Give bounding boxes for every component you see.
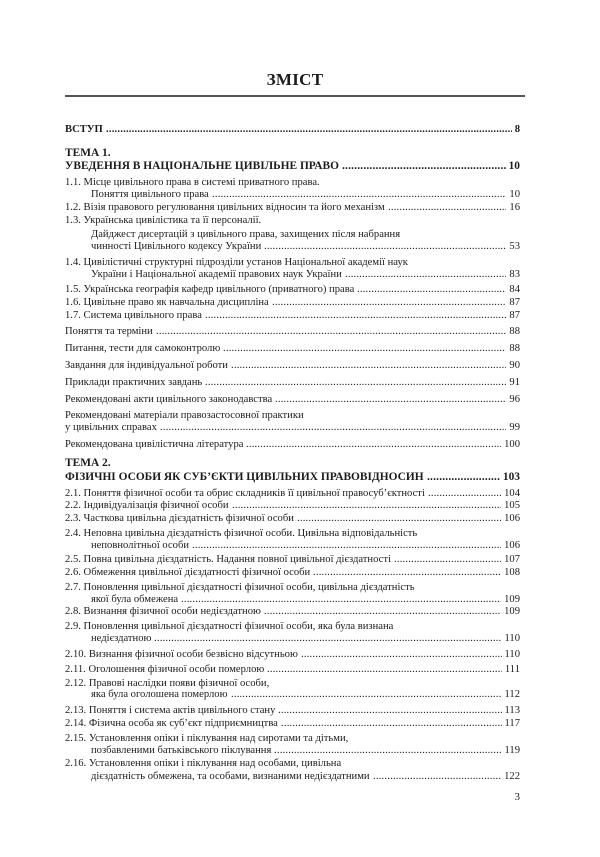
toc-entry-page: 104 (504, 488, 520, 499)
toc-entry-title: неповнолітньої особи (91, 540, 190, 551)
toc-entry (0, 342, 600, 356)
dot-leader (313, 566, 501, 580)
dot-leader (301, 648, 502, 662)
toc-entry-title: ФІЗИЧНІ ОСОБИ ЯК СУБ’ЄКТИ ЦИВІЛЬНИХ ПРАВОВІДНОСИН (65, 471, 424, 483)
toc-entry (0, 438, 600, 452)
toc-entry (0, 539, 600, 553)
toc-entry-title: ТЕМА 1. (65, 147, 111, 159)
toc-entry-title: 2.6. Обмеження цивільної дієздатності фізичної особи (65, 567, 311, 578)
toc-entry-page: 109 (504, 606, 520, 617)
toc-entry (0, 201, 600, 215)
toc-entry (0, 309, 600, 323)
toc-entry-title: позбавленими батьківського піклування (91, 745, 272, 756)
toc-entry-title: 1.7. Система цивільного права (65, 310, 202, 321)
toc-entry (0, 240, 600, 254)
toc-entry (0, 632, 600, 646)
toc-entry-page: 103 (502, 471, 520, 483)
dot-leader (156, 325, 506, 339)
toc-entry-page: 122 (504, 771, 520, 782)
toc-heading (0, 146, 600, 160)
toc-entry-title: України і Національної академії правових наук України (91, 269, 342, 280)
toc-entry-title: 2.4. Неповна цивільна дієздатність фізичної особи. Цивільна відповідальність (65, 528, 418, 539)
toc-entry (0, 268, 600, 282)
toc-entry-page: 83 (509, 269, 520, 280)
dot-leader (231, 688, 502, 702)
toc-entry-title: Приклади практичних завдань (65, 377, 203, 388)
toc-entry-page: 107 (504, 554, 520, 565)
dot-leader (106, 123, 512, 137)
toc-entry-title: 1.5. Українська географія кафедр цивільного (приватного) права (65, 284, 355, 295)
dot-leader (274, 744, 502, 758)
toc-entry-page: 117 (504, 718, 520, 729)
toc-entry-title: 2.7. Поновлення цивільної дієздатності фізичної особи, цивільна дієздатність (65, 582, 415, 593)
toc-entry (0, 376, 600, 390)
title-divider (65, 95, 525, 97)
dot-leader (357, 283, 506, 297)
toc-entry-page: 84 (509, 284, 520, 295)
toc-entry-page: 110 (504, 649, 520, 660)
toc-entry-title: недієздатною (91, 633, 152, 644)
toc-entry-page: 105 (504, 500, 520, 511)
dot-leader (212, 188, 506, 202)
toc-entry-title: 2.10. Визнання фізичної особи безвісно відсутньою (65, 649, 298, 660)
dot-leader (246, 438, 501, 452)
dot-leader (264, 240, 506, 254)
toc-entry-title: 2.14. Фізична особа як суб’єкт підприємництва (65, 718, 278, 729)
toc-entry-title: Поняття та терміни (65, 326, 153, 337)
toc-entry-title: 2.15. Установлення опіки і піклування над сиротами та дітьми, (65, 733, 349, 744)
toc-entry (0, 605, 600, 619)
toc-entry-title: 1.6. Цивільне право як навчальна дисципліна (65, 297, 269, 308)
dot-leader (264, 605, 501, 619)
toc-entry (0, 296, 600, 310)
dot-leader (342, 159, 506, 173)
toc-entry (0, 688, 600, 702)
toc-entry-title: 2.3. Часткова цивільна дієздатність фізичної особи (65, 513, 294, 524)
dot-leader (373, 770, 501, 784)
toc-entry-page: 88 (509, 326, 520, 337)
toc-entry-title: Рекомендована цивілістична література (65, 439, 244, 450)
toc-entry-title: 1.4. Цивілістичні структурні підрозділи установ Національної академії наук (65, 257, 408, 268)
toc-entry-title: дієздатність обмежена, та особами, визнаними недієздатними (91, 771, 370, 782)
dot-leader (231, 359, 506, 373)
toc-entry-page: 88 (509, 343, 520, 354)
toc-entry-title: УВЕДЕННЯ В НАЦІОНАЛЬНЕ ЦИВІЛЬНЕ ПРАВО (65, 160, 339, 172)
toc-entry (0, 214, 600, 228)
toc-entry-title: 2.12. Правові наслідки появи фізичної особи, (65, 678, 270, 689)
toc-entry-title: 2.13. Поняття і система актів цивільного стану (65, 705, 276, 716)
toc-entry (0, 704, 600, 718)
toc-entry-title: якої була обмежена (91, 594, 179, 605)
toc-entry (0, 325, 600, 339)
toc-entry (0, 188, 600, 202)
toc-entry-page: 111 (504, 664, 520, 675)
dot-leader (297, 512, 501, 526)
dot-leader (272, 296, 506, 310)
toc-heading (0, 159, 600, 173)
toc-entry-page: 108 (504, 567, 520, 578)
toc-entry-page: 90 (509, 360, 520, 371)
dot-leader (275, 393, 506, 407)
dot-leader (427, 470, 500, 484)
toc-heading (0, 470, 600, 484)
toc-entry (0, 757, 600, 771)
toc-entry-page: 8 (514, 124, 520, 135)
toc-entry-page: 113 (504, 705, 520, 716)
toc-entry (0, 648, 600, 662)
toc-entry (0, 770, 600, 784)
dot-leader (205, 376, 506, 390)
toc-entry-title: 2.2. Індивідуалізація фізичної особи (65, 500, 229, 511)
toc-entry-title: 1.2. Візія правового регулювання цивільних відносин та його механізм (65, 202, 385, 213)
dot-leader (232, 499, 501, 513)
toc-entry-page: 91 (509, 377, 520, 388)
toc-entry-title: 1.3. Українська цивілістика та її персоналії. (65, 215, 262, 226)
toc-entry (0, 499, 600, 513)
toc-entry-title: Питання, тести для самоконтролю (65, 343, 221, 354)
dot-leader (388, 201, 506, 215)
toc-entry-title: чинності Цивільного кодексу України (91, 241, 262, 252)
dot-leader (267, 663, 502, 677)
toc-entry-title: Рекомендовані акти цивільного законодавства (65, 394, 273, 405)
dot-leader (345, 268, 506, 282)
toc-entry-page: 119 (504, 745, 520, 756)
dot-leader (192, 539, 501, 553)
toc-entry-title: Рекомендовані матеріали правозастосовної практики (65, 410, 304, 421)
toc-entry-title: Дайджест дисертацій з цивільного права, захищених після набрання (91, 229, 401, 240)
toc-entry (0, 421, 600, 435)
toc-entry-title: 2.1. Поняття фізичної особи та обрис складників її цивільної правосуб’єктності (65, 488, 425, 499)
toc-entry-title: Поняття цивільного права (91, 189, 209, 200)
toc-entry (0, 663, 600, 677)
toc-entry-page: 16 (509, 202, 520, 213)
toc-entry (0, 283, 600, 297)
dot-leader (281, 717, 502, 731)
dot-leader (154, 632, 502, 646)
toc-entry (0, 566, 600, 580)
dot-leader (394, 553, 501, 567)
toc-entry (0, 744, 600, 758)
toc-entry-page: 100 (504, 439, 520, 450)
toc-entry-page: 96 (509, 394, 520, 405)
toc-entry-title: Завдання для індивідуальної роботи (65, 360, 228, 371)
page-number: 3 (514, 791, 520, 803)
toc-entry (0, 512, 600, 526)
toc-entry (0, 123, 600, 137)
toc-entry-title: у цивільних справах (65, 422, 157, 433)
toc-entry-title: яка була оголошена померлою (91, 689, 228, 700)
toc-entry (0, 553, 600, 567)
dot-leader (160, 421, 506, 435)
toc-entry-page: 10 (508, 160, 520, 172)
toc-entry-page: 10 (509, 189, 520, 200)
toc-entry-page: 106 (504, 513, 520, 524)
toc-entry (0, 393, 600, 407)
toc-entry-title: ВСТУП (65, 124, 103, 135)
toc-entry (0, 359, 600, 373)
toc-entry-page: 87 (509, 310, 520, 321)
toc-entry-title: 2.11. Оголошення фізичної особи померлою (65, 664, 265, 675)
toc-entry-page: 109 (504, 594, 520, 605)
dot-leader (205, 309, 506, 323)
toc-entry-title: 2.8. Визнання фізичної особи недієздатною (65, 606, 261, 617)
toc-entry-title: 2.16. Установлення опіки і піклування над особами, цивільна (65, 758, 342, 769)
dot-leader (223, 342, 506, 356)
toc-entry-title: ТЕМА 2. (65, 457, 111, 469)
toc-entry-page: 112 (504, 689, 520, 700)
toc-entry-title: 2.9. Поновлення цивільної дієздатності фізичної особи, яка була визнана (65, 621, 394, 632)
page-title: ЗМІСТ (266, 70, 324, 89)
toc-entry-page: 106 (504, 540, 520, 551)
toc-entry (0, 717, 600, 731)
toc-entry-title: 2.5. Повна цивільна дієздатність. Надання повної цивільної дієздатності (65, 554, 391, 565)
toc-entry-page: 87 (509, 297, 520, 308)
toc-entry-page: 99 (509, 422, 520, 433)
toc-entry-page: 110 (504, 633, 520, 644)
dot-leader (278, 704, 502, 718)
toc-entry-title: 1.1. Місце цивільного права в системі приватного права. (65, 177, 320, 188)
toc-heading (0, 456, 600, 470)
toc-entry-page: 53 (509, 241, 520, 252)
